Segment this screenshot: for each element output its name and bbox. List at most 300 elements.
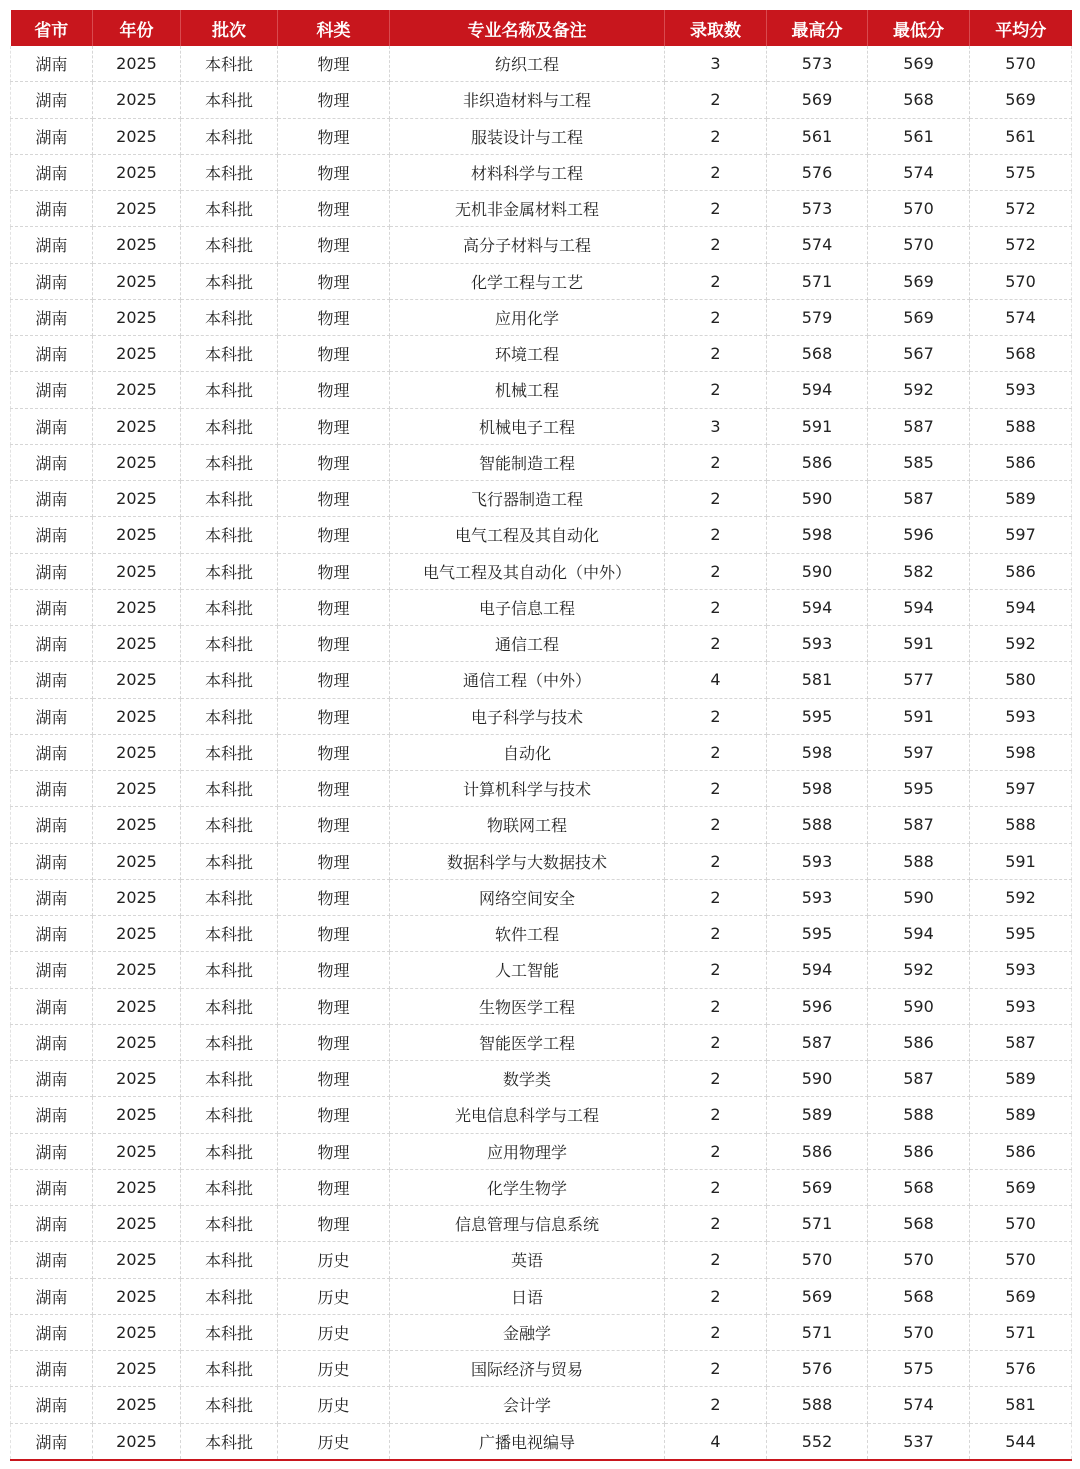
cell-province: 湖南 xyxy=(11,1387,93,1423)
cell-batch: 本科批 xyxy=(181,82,278,118)
cell-year: 2025 xyxy=(93,1097,181,1133)
cell-year: 2025 xyxy=(93,46,181,82)
cell-year: 2025 xyxy=(93,1314,181,1350)
cell-subject-category: 物理 xyxy=(278,1169,390,1205)
cell-year: 2025 xyxy=(93,698,181,734)
table-row xyxy=(11,988,1072,1024)
cell-year: 2025 xyxy=(93,444,181,480)
cell-year: 2025 xyxy=(93,843,181,879)
table-row xyxy=(11,1097,1072,1133)
cell-subject-category: 物理 xyxy=(278,1206,390,1242)
cell-major-name: 光电信息科学与工程 xyxy=(390,1097,665,1133)
cell-min-score: 569 xyxy=(868,299,970,335)
cell-admission-count: 2 xyxy=(665,263,767,299)
cell-admission-count: 4 xyxy=(665,1423,767,1460)
header-batch: 批次 xyxy=(181,10,278,46)
cell-province: 湖南 xyxy=(11,1133,93,1169)
cell-subject-category: 物理 xyxy=(278,299,390,335)
cell-max-score: 595 xyxy=(767,698,868,734)
table-row xyxy=(11,1169,1072,1205)
cell-subject-category: 物理 xyxy=(278,46,390,82)
cell-min-score: 587 xyxy=(868,481,970,517)
cell-major-name: 机械工程 xyxy=(390,372,665,408)
cell-year: 2025 xyxy=(93,952,181,988)
cell-admission-count: 2 xyxy=(665,1206,767,1242)
cell-batch: 本科批 xyxy=(181,916,278,952)
cell-major-name: 广播电视编导 xyxy=(390,1423,665,1460)
cell-major-name: 数据科学与大数据技术 xyxy=(390,843,665,879)
cell-max-score: 591 xyxy=(767,408,868,444)
cell-avg-score: 544 xyxy=(970,1423,1072,1460)
cell-province: 湖南 xyxy=(11,879,93,915)
cell-province: 湖南 xyxy=(11,952,93,988)
cell-batch: 本科批 xyxy=(181,1387,278,1423)
cell-admission-count: 2 xyxy=(665,988,767,1024)
cell-max-score: 576 xyxy=(767,1351,868,1387)
cell-province: 湖南 xyxy=(11,299,93,335)
cell-min-score: 568 xyxy=(868,1278,970,1314)
cell-admission-count: 2 xyxy=(665,1133,767,1169)
cell-avg-score: 592 xyxy=(970,879,1072,915)
cell-max-score: 570 xyxy=(767,1242,868,1278)
cell-major-name: 化学生物学 xyxy=(390,1169,665,1205)
cell-major-name: 智能医学工程 xyxy=(390,1024,665,1060)
cell-province: 湖南 xyxy=(11,82,93,118)
cell-subject-category: 物理 xyxy=(278,263,390,299)
cell-province: 湖南 xyxy=(11,1314,93,1350)
cell-year: 2025 xyxy=(93,553,181,589)
cell-major-name: 飞行器制造工程 xyxy=(390,481,665,517)
admission-scores-table xyxy=(10,10,1072,1461)
cell-avg-score: 570 xyxy=(970,1242,1072,1278)
cell-admission-count: 2 xyxy=(665,1169,767,1205)
cell-avg-score: 570 xyxy=(970,46,1072,82)
table-row xyxy=(11,372,1072,408)
cell-batch: 本科批 xyxy=(181,191,278,227)
cell-year: 2025 xyxy=(93,227,181,263)
cell-year: 2025 xyxy=(93,82,181,118)
cell-subject-category: 物理 xyxy=(278,879,390,915)
cell-subject-category: 物理 xyxy=(278,843,390,879)
cell-avg-score: 581 xyxy=(970,1387,1072,1423)
cell-subject-category: 历史 xyxy=(278,1423,390,1460)
cell-major-name: 非织造材料与工程 xyxy=(390,82,665,118)
cell-min-score: 570 xyxy=(868,1242,970,1278)
cell-batch: 本科批 xyxy=(181,952,278,988)
cell-max-score: 576 xyxy=(767,154,868,190)
cell-year: 2025 xyxy=(93,1423,181,1460)
cell-max-score: 589 xyxy=(767,1097,868,1133)
cell-avg-score: 593 xyxy=(970,698,1072,734)
cell-province: 湖南 xyxy=(11,1206,93,1242)
cell-year: 2025 xyxy=(93,481,181,517)
cell-admission-count: 2 xyxy=(665,1242,767,1278)
cell-admission-count: 2 xyxy=(665,771,767,807)
cell-major-name: 自动化 xyxy=(390,734,665,770)
cell-avg-score: 570 xyxy=(970,263,1072,299)
table-row xyxy=(11,916,1072,952)
cell-max-score: 593 xyxy=(767,843,868,879)
table-row xyxy=(11,1351,1072,1387)
cell-avg-score: 572 xyxy=(970,191,1072,227)
cell-avg-score: 568 xyxy=(970,336,1072,372)
cell-province: 湖南 xyxy=(11,1061,93,1097)
cell-province: 湖南 xyxy=(11,517,93,553)
cell-avg-score: 569 xyxy=(970,1169,1072,1205)
cell-admission-count: 2 xyxy=(665,299,767,335)
cell-admission-count: 4 xyxy=(665,662,767,698)
cell-major-name: 电子信息工程 xyxy=(390,589,665,625)
cell-province: 湖南 xyxy=(11,1097,93,1133)
cell-admission-count: 2 xyxy=(665,698,767,734)
cell-min-score: 590 xyxy=(868,988,970,1024)
cell-max-score: 581 xyxy=(767,662,868,698)
cell-province: 湖南 xyxy=(11,263,93,299)
cell-batch: 本科批 xyxy=(181,807,278,843)
cell-subject-category: 历史 xyxy=(278,1278,390,1314)
header-row xyxy=(11,10,1072,46)
cell-min-score: 591 xyxy=(868,626,970,662)
cell-batch: 本科批 xyxy=(181,879,278,915)
cell-major-name: 软件工程 xyxy=(390,916,665,952)
cell-max-score: 593 xyxy=(767,626,868,662)
table-row xyxy=(11,481,1072,517)
cell-avg-score: 572 xyxy=(970,227,1072,263)
cell-min-score: 569 xyxy=(868,46,970,82)
cell-province: 湖南 xyxy=(11,1278,93,1314)
cell-avg-score: 597 xyxy=(970,771,1072,807)
cell-admission-count: 2 xyxy=(665,336,767,372)
cell-major-name: 数学类 xyxy=(390,1061,665,1097)
cell-major-name: 电气工程及其自动化 xyxy=(390,517,665,553)
table-row xyxy=(11,626,1072,662)
cell-major-name: 材料科学与工程 xyxy=(390,154,665,190)
cell-admission-count: 2 xyxy=(665,807,767,843)
cell-subject-category: 物理 xyxy=(278,118,390,154)
cell-avg-score: 598 xyxy=(970,734,1072,770)
cell-avg-score: 587 xyxy=(970,1024,1072,1060)
cell-admission-count: 3 xyxy=(665,46,767,82)
cell-subject-category: 物理 xyxy=(278,408,390,444)
cell-batch: 本科批 xyxy=(181,1169,278,1205)
cell-min-score: 586 xyxy=(868,1133,970,1169)
cell-batch: 本科批 xyxy=(181,372,278,408)
cell-avg-score: 576 xyxy=(970,1351,1072,1387)
cell-year: 2025 xyxy=(93,1024,181,1060)
cell-year: 2025 xyxy=(93,734,181,770)
cell-admission-count: 2 xyxy=(665,82,767,118)
cell-batch: 本科批 xyxy=(181,734,278,770)
cell-province: 湖南 xyxy=(11,734,93,770)
cell-avg-score: 592 xyxy=(970,626,1072,662)
cell-major-name: 电气工程及其自动化（中外） xyxy=(390,553,665,589)
cell-major-name: 网络空间安全 xyxy=(390,879,665,915)
cell-max-score: 586 xyxy=(767,444,868,480)
cell-min-score: 585 xyxy=(868,444,970,480)
cell-major-name: 信息管理与信息系统 xyxy=(390,1206,665,1242)
table-row xyxy=(11,879,1072,915)
cell-year: 2025 xyxy=(93,807,181,843)
cell-admission-count: 2 xyxy=(665,227,767,263)
cell-year: 2025 xyxy=(93,1242,181,1278)
table-row xyxy=(11,227,1072,263)
cell-max-score: 596 xyxy=(767,988,868,1024)
cell-major-name: 国际经济与贸易 xyxy=(390,1351,665,1387)
table-row xyxy=(11,843,1072,879)
table-row xyxy=(11,154,1072,190)
cell-subject-category: 物理 xyxy=(278,1133,390,1169)
cell-subject-category: 物理 xyxy=(278,952,390,988)
cell-batch: 本科批 xyxy=(181,227,278,263)
cell-batch: 本科批 xyxy=(181,299,278,335)
cell-admission-count: 2 xyxy=(665,118,767,154)
cell-major-name: 智能制造工程 xyxy=(390,444,665,480)
table-row xyxy=(11,1314,1072,1350)
cell-avg-score: 580 xyxy=(970,662,1072,698)
header-min-score: 最低分 xyxy=(868,10,970,46)
cell-avg-score: 586 xyxy=(970,1133,1072,1169)
cell-major-name: 环境工程 xyxy=(390,336,665,372)
cell-province: 湖南 xyxy=(11,227,93,263)
cell-max-score: 587 xyxy=(767,1024,868,1060)
cell-subject-category: 物理 xyxy=(278,1024,390,1060)
cell-max-score: 595 xyxy=(767,916,868,952)
cell-min-score: 595 xyxy=(868,771,970,807)
cell-year: 2025 xyxy=(93,336,181,372)
cell-admission-count: 2 xyxy=(665,626,767,662)
cell-province: 湖南 xyxy=(11,843,93,879)
cell-max-score: 561 xyxy=(767,118,868,154)
cell-year: 2025 xyxy=(93,589,181,625)
cell-avg-score: 593 xyxy=(970,372,1072,408)
cell-avg-score: 594 xyxy=(970,589,1072,625)
cell-min-score: 587 xyxy=(868,408,970,444)
cell-subject-category: 历史 xyxy=(278,1387,390,1423)
cell-avg-score: 589 xyxy=(970,481,1072,517)
cell-year: 2025 xyxy=(93,408,181,444)
cell-admission-count: 2 xyxy=(665,1314,767,1350)
cell-max-score: 568 xyxy=(767,336,868,372)
cell-admission-count: 2 xyxy=(665,1351,767,1387)
table-row xyxy=(11,1133,1072,1169)
cell-province: 湖南 xyxy=(11,46,93,82)
cell-min-score: 567 xyxy=(868,336,970,372)
cell-admission-count: 2 xyxy=(665,1097,767,1133)
cell-batch: 本科批 xyxy=(181,481,278,517)
cell-subject-category: 物理 xyxy=(278,1061,390,1097)
cell-min-score: 596 xyxy=(868,517,970,553)
cell-max-score: 571 xyxy=(767,1206,868,1242)
cell-major-name: 物联网工程 xyxy=(390,807,665,843)
cell-batch: 本科批 xyxy=(181,1351,278,1387)
cell-subject-category: 物理 xyxy=(278,82,390,118)
cell-subject-category: 物理 xyxy=(278,227,390,263)
cell-year: 2025 xyxy=(93,118,181,154)
cell-batch: 本科批 xyxy=(181,263,278,299)
cell-avg-score: 593 xyxy=(970,952,1072,988)
cell-province: 湖南 xyxy=(11,553,93,589)
table-row xyxy=(11,517,1072,553)
cell-subject-category: 物理 xyxy=(278,589,390,625)
cell-admission-count: 2 xyxy=(665,1061,767,1097)
cell-min-score: 587 xyxy=(868,807,970,843)
cell-batch: 本科批 xyxy=(181,517,278,553)
cell-subject-category: 物理 xyxy=(278,916,390,952)
cell-year: 2025 xyxy=(93,1169,181,1205)
cell-min-score: 568 xyxy=(868,1169,970,1205)
cell-year: 2025 xyxy=(93,662,181,698)
cell-min-score: 570 xyxy=(868,1314,970,1350)
cell-year: 2025 xyxy=(93,1278,181,1314)
table-row xyxy=(11,1242,1072,1278)
table-row xyxy=(11,807,1072,843)
cell-year: 2025 xyxy=(93,517,181,553)
cell-year: 2025 xyxy=(93,771,181,807)
cell-year: 2025 xyxy=(93,916,181,952)
cell-min-score: 574 xyxy=(868,1387,970,1423)
cell-province: 湖南 xyxy=(11,1351,93,1387)
cell-subject-category: 历史 xyxy=(278,1242,390,1278)
cell-min-score: 597 xyxy=(868,734,970,770)
cell-province: 湖南 xyxy=(11,988,93,1024)
cell-batch: 本科批 xyxy=(181,1278,278,1314)
table-row xyxy=(11,263,1072,299)
cell-year: 2025 xyxy=(93,263,181,299)
cell-province: 湖南 xyxy=(11,1024,93,1060)
cell-province: 湖南 xyxy=(11,662,93,698)
table-row xyxy=(11,444,1072,480)
cell-year: 2025 xyxy=(93,1061,181,1097)
cell-batch: 本科批 xyxy=(181,1206,278,1242)
cell-min-score: 537 xyxy=(868,1423,970,1460)
cell-admission-count: 2 xyxy=(665,481,767,517)
cell-subject-category: 物理 xyxy=(278,154,390,190)
cell-avg-score: 597 xyxy=(970,517,1072,553)
cell-major-name: 通信工程（中外） xyxy=(390,662,665,698)
cell-batch: 本科批 xyxy=(181,1024,278,1060)
cell-avg-score: 593 xyxy=(970,988,1072,1024)
cell-province: 湖南 xyxy=(11,336,93,372)
cell-admission-count: 2 xyxy=(665,952,767,988)
cell-subject-category: 物理 xyxy=(278,191,390,227)
cell-max-score: 598 xyxy=(767,771,868,807)
cell-province: 湖南 xyxy=(11,191,93,227)
cell-max-score: 569 xyxy=(767,1169,868,1205)
cell-subject-category: 物理 xyxy=(278,734,390,770)
cell-batch: 本科批 xyxy=(181,1423,278,1460)
cell-major-name: 生物医学工程 xyxy=(390,988,665,1024)
cell-min-score: 570 xyxy=(868,227,970,263)
header-max-score: 最高分 xyxy=(767,10,868,46)
cell-min-score: 574 xyxy=(868,154,970,190)
cell-admission-count: 2 xyxy=(665,372,767,408)
cell-subject-category: 物理 xyxy=(278,481,390,517)
table-row xyxy=(11,1061,1072,1097)
cell-min-score: 588 xyxy=(868,843,970,879)
cell-avg-score: 561 xyxy=(970,118,1072,154)
cell-major-name: 应用化学 xyxy=(390,299,665,335)
table-row xyxy=(11,299,1072,335)
cell-max-score: 588 xyxy=(767,807,868,843)
cell-max-score: 552 xyxy=(767,1423,868,1460)
cell-batch: 本科批 xyxy=(181,118,278,154)
cell-max-score: 571 xyxy=(767,1314,868,1350)
cell-year: 2025 xyxy=(93,1387,181,1423)
cell-max-score: 593 xyxy=(767,879,868,915)
cell-avg-score: 588 xyxy=(970,807,1072,843)
cell-batch: 本科批 xyxy=(181,444,278,480)
cell-province: 湖南 xyxy=(11,807,93,843)
cell-admission-count: 2 xyxy=(665,843,767,879)
cell-max-score: 598 xyxy=(767,734,868,770)
table-row xyxy=(11,1206,1072,1242)
cell-admission-count: 2 xyxy=(665,553,767,589)
cell-major-name: 金融学 xyxy=(390,1314,665,1350)
cell-admission-count: 2 xyxy=(665,879,767,915)
cell-min-score: 594 xyxy=(868,589,970,625)
cell-year: 2025 xyxy=(93,879,181,915)
cell-year: 2025 xyxy=(93,1206,181,1242)
cell-batch: 本科批 xyxy=(181,1242,278,1278)
cell-min-score: 592 xyxy=(868,372,970,408)
cell-avg-score: 575 xyxy=(970,154,1072,190)
table-row xyxy=(11,191,1072,227)
cell-batch: 本科批 xyxy=(181,1314,278,1350)
cell-admission-count: 2 xyxy=(665,191,767,227)
cell-major-name: 日语 xyxy=(390,1278,665,1314)
cell-min-score: 587 xyxy=(868,1061,970,1097)
cell-province: 湖南 xyxy=(11,589,93,625)
cell-province: 湖南 xyxy=(11,372,93,408)
cell-admission-count: 2 xyxy=(665,916,767,952)
cell-major-name: 高分子材料与工程 xyxy=(390,227,665,263)
table-header xyxy=(11,10,1072,46)
cell-major-name: 人工智能 xyxy=(390,952,665,988)
table-body xyxy=(11,46,1072,1460)
cell-year: 2025 xyxy=(93,1133,181,1169)
table-row xyxy=(11,46,1072,82)
cell-province: 湖南 xyxy=(11,626,93,662)
cell-max-score: 569 xyxy=(767,1278,868,1314)
cell-batch: 本科批 xyxy=(181,1097,278,1133)
header-subject-category: 科类 xyxy=(278,10,390,46)
cell-min-score: 588 xyxy=(868,1097,970,1133)
cell-admission-count: 2 xyxy=(665,444,767,480)
cell-max-score: 594 xyxy=(767,372,868,408)
cell-avg-score: 570 xyxy=(970,1206,1072,1242)
header-province: 省市 xyxy=(11,10,93,46)
table-row xyxy=(11,1024,1072,1060)
cell-batch: 本科批 xyxy=(181,553,278,589)
cell-major-name: 会计学 xyxy=(390,1387,665,1423)
cell-min-score: 568 xyxy=(868,82,970,118)
cell-batch: 本科批 xyxy=(181,336,278,372)
cell-subject-category: 物理 xyxy=(278,444,390,480)
table-row xyxy=(11,589,1072,625)
cell-subject-category: 物理 xyxy=(278,626,390,662)
cell-admission-count: 2 xyxy=(665,517,767,553)
table-row xyxy=(11,553,1072,589)
cell-major-name: 无机非金属材料工程 xyxy=(390,191,665,227)
cell-admission-count: 2 xyxy=(665,1278,767,1314)
cell-subject-category: 物理 xyxy=(278,698,390,734)
cell-min-score: 575 xyxy=(868,1351,970,1387)
cell-batch: 本科批 xyxy=(181,988,278,1024)
cell-avg-score: 569 xyxy=(970,82,1072,118)
cell-province: 湖南 xyxy=(11,444,93,480)
cell-batch: 本科批 xyxy=(181,771,278,807)
cell-min-score: 569 xyxy=(868,263,970,299)
